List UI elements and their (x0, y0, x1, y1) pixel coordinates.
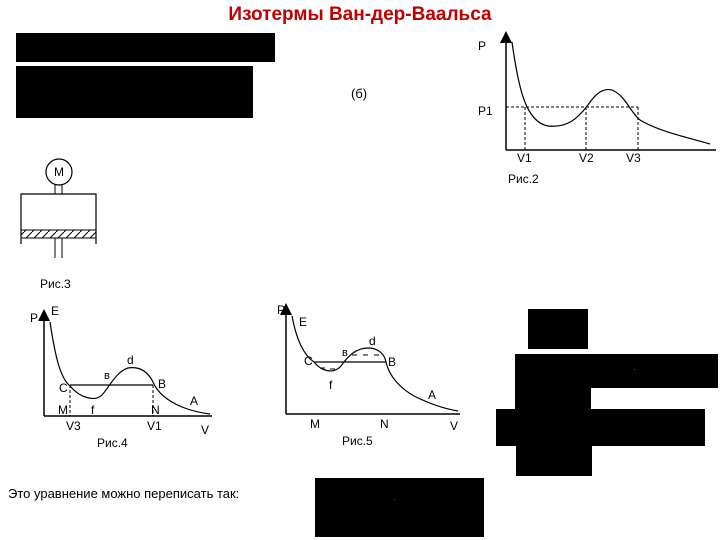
slide-title: Изотермы Ван-дер-Ваальса (228, 4, 492, 25)
fig4-p-label: P (30, 311, 39, 325)
fig4-m-label: M (58, 403, 68, 417)
fig4-f-label: f (91, 403, 95, 417)
fig4-v-label: V (201, 423, 210, 437)
fig3-m-label: M (54, 165, 64, 179)
fig4-caption: Рис.4 (97, 436, 128, 450)
fig2-v2-label: V2 (579, 151, 594, 165)
fig5-e-label: E (299, 315, 308, 329)
fig3-piston (21, 230, 96, 238)
fig2-caption: Рис.2 (508, 172, 539, 186)
fig5-d-label: d (369, 334, 376, 348)
fig4-e-label: E (51, 304, 60, 318)
fig5-b-label: B (388, 355, 397, 369)
fig4-b-label: B (158, 377, 167, 391)
fig2-v1-label: V1 (517, 151, 532, 165)
fig2-p1-label: P1 (478, 104, 493, 118)
fig5-c-label: C (304, 354, 313, 368)
fig5-caption: Рис.5 (342, 434, 373, 448)
fig4-b-small-label: в (104, 370, 110, 382)
fig2-curve (512, 42, 710, 144)
fig4-curve (50, 322, 210, 414)
fig2-isotherm-graph (506, 37, 716, 150)
fig3-caption: Рис.3 (40, 277, 71, 291)
bottom-text: Это уравнение можно переписать так: (8, 486, 240, 501)
fig4-a-label: A (190, 394, 199, 408)
fig2-v3-label: V3 (626, 151, 641, 165)
fig2-p-label: P (478, 39, 487, 53)
artifact-dot: · (393, 494, 396, 504)
fig4-v1-label: V1 (147, 419, 162, 433)
fig5-n-label: N (380, 417, 389, 431)
fig5-a-label: A (428, 388, 437, 402)
fig5-p-label: P (277, 303, 286, 317)
fig5-v-label: V (450, 419, 459, 433)
fig2-b-label: (б) (351, 86, 368, 101)
artifact-dot: · (633, 364, 636, 374)
fig4-d-label: d (127, 353, 134, 367)
fig4-c-label: C (59, 381, 68, 395)
fig4-v3-label: V3 (66, 419, 81, 433)
fig5-f-label: f (329, 378, 333, 392)
fig5-b-small-label: в (342, 347, 348, 359)
fig5-m-label: M (310, 417, 320, 431)
fig4-n-label: N (151, 403, 160, 417)
